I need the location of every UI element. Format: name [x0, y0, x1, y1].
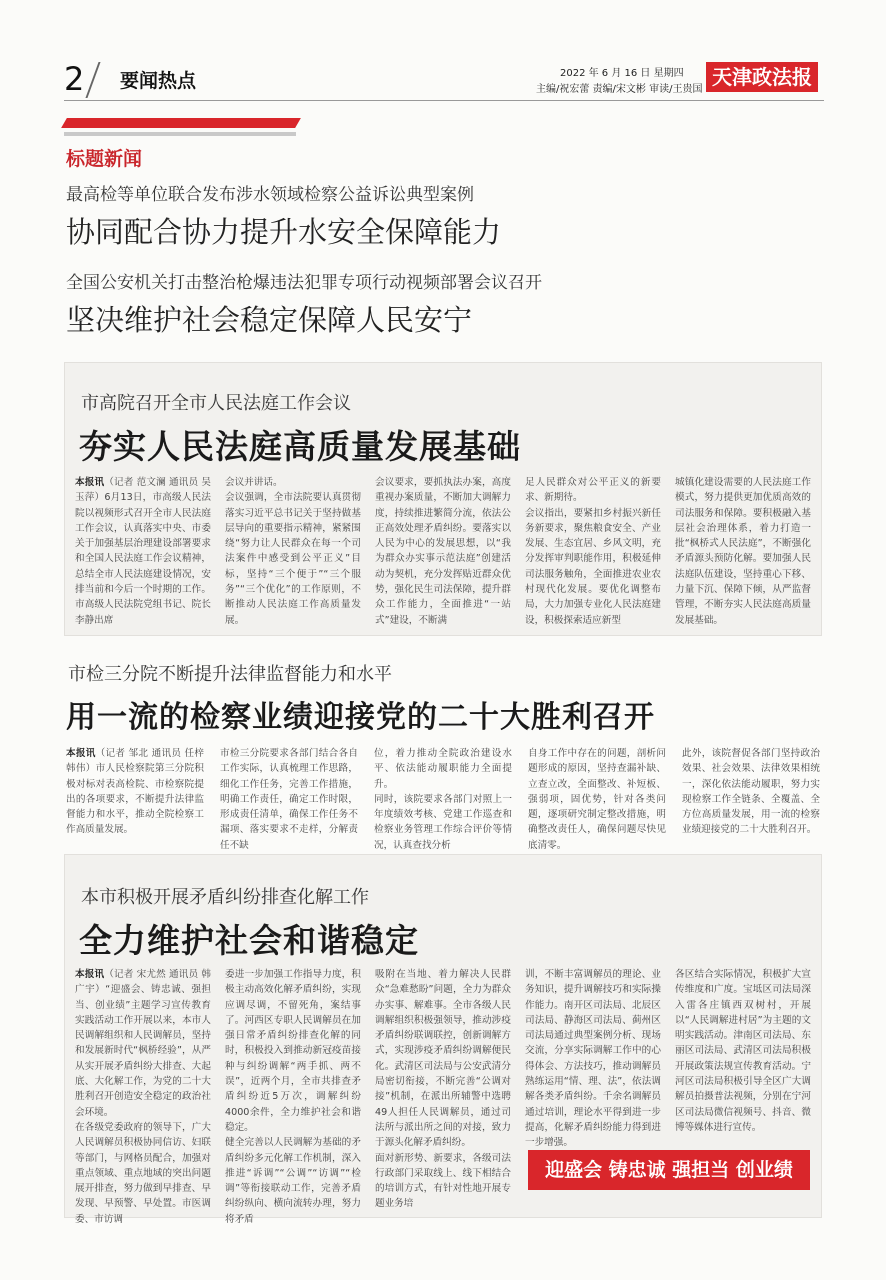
campaign-slogan-banner: 迎盛会 铸忠诚 强担当 创业绩: [528, 1150, 810, 1190]
article-column: 训，不断丰富调解员的理论、业务知识，提升调解技巧和实际操作能力。南开区司法局、北辰区司法局、静海区司法局、蓟州区司法局通过典型案例分析、现场交流，分享实际调解工作中的心得体会、方法技巧，推动调解员熟练运用“情、理、法”，依法调解各类矛盾纠纷。千余名调解员通过培训，理论水平得到进一步提高，化解矛盾纠纷能力得到进一步增强。: [525, 969, 661, 1149]
article-column: 市检三分院要求各部门结合各自工作实际，认真梳理工作思路，细化工作任务，完善工作措施，明确工作责任，确定工作时限，形成责任清单，确保工作任务不漏项、落实要求不走样，分解责任不缺: [220, 748, 358, 851]
red-accent-bar: [61, 118, 301, 128]
article-subtitle: 市高院召开全市人民法庭工作会议: [81, 393, 351, 414]
article-lead: 本报讯: [75, 969, 105, 980]
header-divider: [85, 62, 100, 98]
article-column: 本报讯（记者 范文澜 通讯员 吴玉萍）6月13日，市高级人民法院以视频形式召开全市人民法庭工作会议，认真落实中央、市委关于加强基层治理建设部署要求和全国人民法庭工作会议精神，总结全市人民法庭建设情况，安排当前和今后一个时期的工作。市高级人民法院党组书记、院长李静出席: [75, 477, 212, 626]
article-column: 会议要求，要抓执法办案，高度重视办案质量，不断加大调解力度，持续推进繁简分流，依法公正高效处理矛盾纠纷。要落实以人民为中心的发展思想，以“我为群众办实事示范法庭”创建活动为契机，充分发挥贴近群众优势，强化民生司法保障，提升群众工作能力，全面推进“一站式”建设，不断满: [375, 477, 511, 626]
article-prosecution-title: 用一流的检察业绩迎接党的二十大胜利召开: [66, 700, 655, 735]
article-column: 会议并讲话。 会议强调，全市法院要认真贯彻落实习近平总书记关于坚持做基层导向的重要指示精神，紧紧围绕“努力让人民群众在每一个司法案件中感受到公平正义”目标，坚持“三个便于”“三个服务”“三个优化”的工作原则，不断推动人民法庭工作高质量发展。: [225, 477, 361, 626]
headline-2-title: 坚决维护社会稳定保障人民安宁: [66, 303, 473, 337]
article-column: 委进一步加强工作指导力度，积极主动高效化解矛盾纠纷，实现应调尽调，不留死角，案结事了。河西区专职人民调解员在加强日常矛盾纠纷排查化解的同时，积极投入到推动新冠疫苗接种与纠纷调解“两手抓、两不误”，近两个月，全市共排查矛盾纠纷近5万次，调解纠纷4000余件，全力维护社会和谐稳定。 健全完善以人民调解为基础的矛盾纠纷多元化解工作机制，深入推进“诉调”“公调”“访调”“检调”等衔接联动工作，完善矛盾纠纷纵向、横向流转办理，努力将矛盾: [225, 969, 361, 1225]
headline-1-title: 协同配合协力提升水安全保障能力: [66, 215, 502, 249]
article-column: 自身工作中存在的问题，剖析问题形成的原因，坚持查漏补缺、立查立改，全面整改、补短板、强弱项，固优势，针对各类问题，逐项研究制定整改措施，明确整改责任人，确保问题尽快见底清零。: [528, 748, 666, 851]
article-title: 夯实人民法庭高质量发展基础: [79, 427, 521, 466]
newspaper-logo: 天津政法报: [706, 62, 818, 92]
headline-1-subtitle: 最高检等单位联合发布涉水领域检察公益诉讼典型案例: [66, 185, 474, 205]
article-subtitle: 本市积极开展矛盾纠纷排查化解工作: [81, 887, 369, 908]
section-title: 要闻热点: [120, 70, 197, 92]
article-column: 各区结合实际情况，积极扩大宣传维度和广度。宝坻区司法局深入雷各庄镇西双树村，开展以“人民调解进村居”为主题的文明实践活动。津南区司法局、东丽区司法局、武清区司法局积极开展政策法规宣传教育活动。宁河区司法局积极引导全区广大调解员拍摄普法视频，分别在宁河区司法局微信视频号、抖音、微博等媒体进行宣传。: [675, 969, 811, 1133]
gray-accent-bar: [64, 132, 296, 136]
page-number: 2: [64, 60, 85, 98]
editor-credits: 主编/祝宏蕾 责编/宋文彬 审读/王贵国: [536, 84, 703, 95]
article-column: 城镇化建设需要的人民法庭工作模式，努力提供更加优质高效的司法服务和保障。要积极融入基层社会治理体系，着力打造一批“枫桥式人民法庭”，不断强化矛盾源头预防化解。要加强人民法庭队伍建设，坚持重心下移、力量下沉、保障下倾，从严监督管理，不断夯实人民法庭高质量发展基础。: [675, 477, 811, 626]
issue-date: 2022 年 6 月 16 日 星期四: [560, 68, 684, 79]
article-lead: 本报讯: [66, 748, 96, 759]
article-column: 此外，该院督促各部门坚持政治效果、社会效果、法律效果相统一，深化依法能动履职，努力实现检察工作全链条、全覆盖、全方位高质量发展，用一流的检察业绩迎接党的二十大胜利召开。: [682, 748, 820, 836]
headline-2-subtitle: 全国公安机关打击整治枪爆违法犯罪专项行动视频部署会议召开: [66, 273, 542, 293]
article-column: 吸附在当地、着力解决人民群众“急难愁盼”问题，全力为群众办实事、解难事。全市各级人民调解组织积极强领导，推动涉疫矛盾纠纷联调联控，创新调解方式，实现涉疫矛盾纠纷调解便民化。武清区司法局与公安武清分局密切衔接，不断完善“公调对接”机制，在派出所辅警中选聘49人担任人民调解员，通过司法所与派出所之间的对接，致力于源头化解矛盾纠纷。 面对新形势、新要求，各级司法行政部门采取线上、线下相结合的培训方式，有针对性地开展专题业务培: [375, 969, 511, 1210]
page-header: [64, 58, 824, 100]
article-column: 本报讯（记者 宋尤然 通讯员 韩广宇）“迎盛会、铸忠诚、强担当、创业绩”主题学习宣传教育实践活动工作开展以来，本市人民调解组织和人民调解员，坚持和发展新时代“枫桥经验”，从严从实开展矛盾纠纷大排查、大起底、大化解工作，为党的二十大胜利召开创造安全稳定的政治社会环境。 在各级党委政府的领导下，广大人民调解员积极协同信访、妇联等部门，与网格员配合，加强对重点领域、重点地域的突出问题展开排查，努力做到早排查、早发现、早预警、早处置。市医调委、市访调: [75, 969, 212, 1225]
headline-news-kicker: 标题新闻: [66, 148, 143, 170]
article-column: 位，着力推动全院政治建设水平、依法能动履职能力全面提升。 同时，该院要求各部门对照上一年度绩效考核、党建工作巡查和检察业务管理工作综合评价等情况，认真查找分析: [374, 748, 512, 851]
header-rule: [64, 100, 824, 101]
article-column: 本报讯（记者 邹北 通讯员 任梓 韩伟）市人民检察院第三分院积极对标对表高检院、市检察院提出的各项要求，不断提升法律监督能力和水平，推动全院检察工作高质量发展。: [66, 748, 204, 836]
article-court: [64, 362, 822, 636]
article-lead: 本报讯: [75, 477, 105, 488]
article-column: 足人民群众对公平正义的新要求、新期待。 会议指出，要紧扣乡村振兴新任务新要求，聚焦粮食安全、产业发展、生态宜居、乡风文明，充分发挥审判职能作用，积极延伸司法服务触角，全面推进农业农村现代化发展。要优化调整布局，大力加强专业化人民法庭建设，积极探索适应新型: [525, 477, 661, 626]
article-title: 全力维护社会和谐稳定: [79, 921, 419, 960]
article-prosecution-subtitle: 市检三分院不断提升法律监督能力和水平: [68, 664, 392, 685]
